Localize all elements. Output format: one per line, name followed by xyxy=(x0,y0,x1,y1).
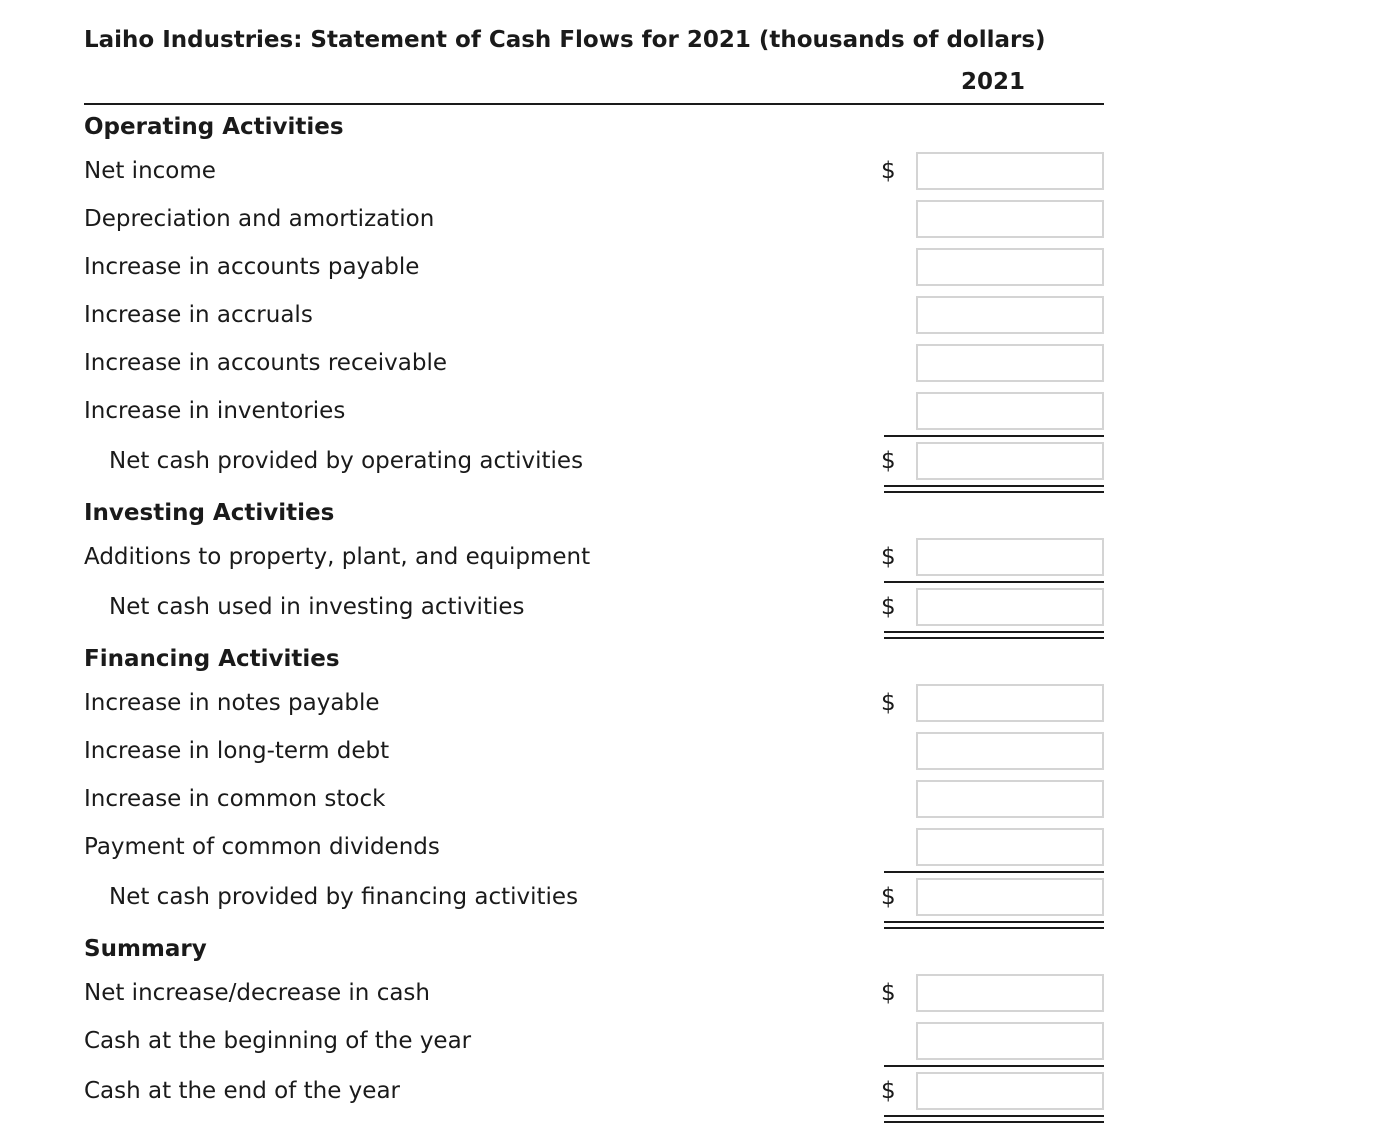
common-stock-label: Increase in common stock xyxy=(84,786,386,812)
investing-total-input[interactable] xyxy=(916,588,1104,626)
statement-title: Laiho Industries: Statement of Cash Flows for 2021 (thousands of dollars) xyxy=(84,27,1046,53)
dollar-sign: $ xyxy=(881,448,896,474)
financing-total-row xyxy=(0,873,1379,921)
net-income-input[interactable] xyxy=(916,152,1104,190)
total-double-rule xyxy=(884,1115,1104,1123)
common-stock-row xyxy=(0,775,1379,823)
investing-heading-row xyxy=(0,489,1379,537)
notes-payable-input[interactable] xyxy=(916,684,1104,722)
depreciation-input[interactable] xyxy=(916,200,1104,238)
beginning-cash-label: Cash at the beginning of the year xyxy=(84,1028,472,1054)
ppe-input[interactable] xyxy=(916,538,1104,576)
dollar-sign: $ xyxy=(881,594,896,620)
net-change-label: Net increase/decrease in cash xyxy=(84,980,430,1006)
net-change-input[interactable] xyxy=(916,974,1104,1012)
long-term-debt-input[interactable] xyxy=(916,732,1104,770)
net-income-row xyxy=(0,147,1379,195)
beginning-cash-row xyxy=(0,1017,1379,1065)
accounts-receivable-input[interactable] xyxy=(916,344,1104,382)
beginning-cash-input[interactable] xyxy=(916,1022,1104,1060)
ending-cash-row xyxy=(0,1067,1379,1115)
notes-payable-label: Increase in notes payable xyxy=(84,690,380,716)
operating-total-label: Net cash provided by operating activities xyxy=(109,448,584,474)
summary-heading: Summary xyxy=(84,936,207,962)
dollar-sign: $ xyxy=(881,158,896,184)
dollar-sign: $ xyxy=(881,1078,896,1104)
operating-total-input[interactable] xyxy=(916,442,1104,480)
financing-heading-row xyxy=(0,635,1379,683)
accounts-payable-label: Increase in accounts payable xyxy=(84,254,420,280)
operating-total-row xyxy=(0,437,1379,485)
ending-cash-label: Cash at the end of the year xyxy=(84,1078,400,1104)
inventories-row xyxy=(0,387,1379,435)
dollar-sign: $ xyxy=(881,884,896,910)
notes-payable-row xyxy=(0,679,1379,727)
operating-heading-row xyxy=(0,103,1379,151)
inventories-input[interactable] xyxy=(916,392,1104,430)
investing-heading: Investing Activities xyxy=(84,500,335,526)
accounts-payable-row xyxy=(0,243,1379,291)
investing-total-label: Net cash used in investing activities xyxy=(109,594,525,620)
accruals-label: Increase in accruals xyxy=(84,302,313,328)
depreciation-label: Depreciation and amortization xyxy=(84,206,435,232)
dividends-label: Payment of common dividends xyxy=(84,834,440,860)
long-term-debt-row xyxy=(0,727,1379,775)
net-change-row xyxy=(0,969,1379,1017)
dollar-sign: $ xyxy=(881,544,896,570)
ppe-label: Additions to property, plant, and equipment xyxy=(84,544,591,570)
financing-heading: Financing Activities xyxy=(84,646,340,672)
depreciation-row xyxy=(0,195,1379,243)
financing-total-input[interactable] xyxy=(916,878,1104,916)
net-income-label: Net income xyxy=(84,158,216,184)
long-term-debt-label: Increase in long-term debt xyxy=(84,738,390,764)
common-stock-input[interactable] xyxy=(916,780,1104,818)
accounts-receivable-label: Increase in accounts receivable xyxy=(84,350,447,376)
dollar-sign: $ xyxy=(881,980,896,1006)
summary-heading-row xyxy=(0,925,1379,973)
accruals-row xyxy=(0,291,1379,339)
investing-total-row xyxy=(0,583,1379,631)
accruals-input[interactable] xyxy=(916,296,1104,334)
dividends-input[interactable] xyxy=(916,828,1104,866)
inventories-label: Increase in inventories xyxy=(84,398,346,424)
ending-cash-input[interactable] xyxy=(916,1072,1104,1110)
accounts-payable-input[interactable] xyxy=(916,248,1104,286)
dollar-sign: $ xyxy=(881,690,896,716)
financing-total-label: Net cash provided by financing activities xyxy=(109,884,579,910)
operating-heading: Operating Activities xyxy=(84,114,344,140)
dividends-row xyxy=(0,823,1379,871)
year-column-header: 2021 xyxy=(960,69,1025,95)
ppe-row xyxy=(0,533,1379,581)
accounts-receivable-row xyxy=(0,339,1379,387)
